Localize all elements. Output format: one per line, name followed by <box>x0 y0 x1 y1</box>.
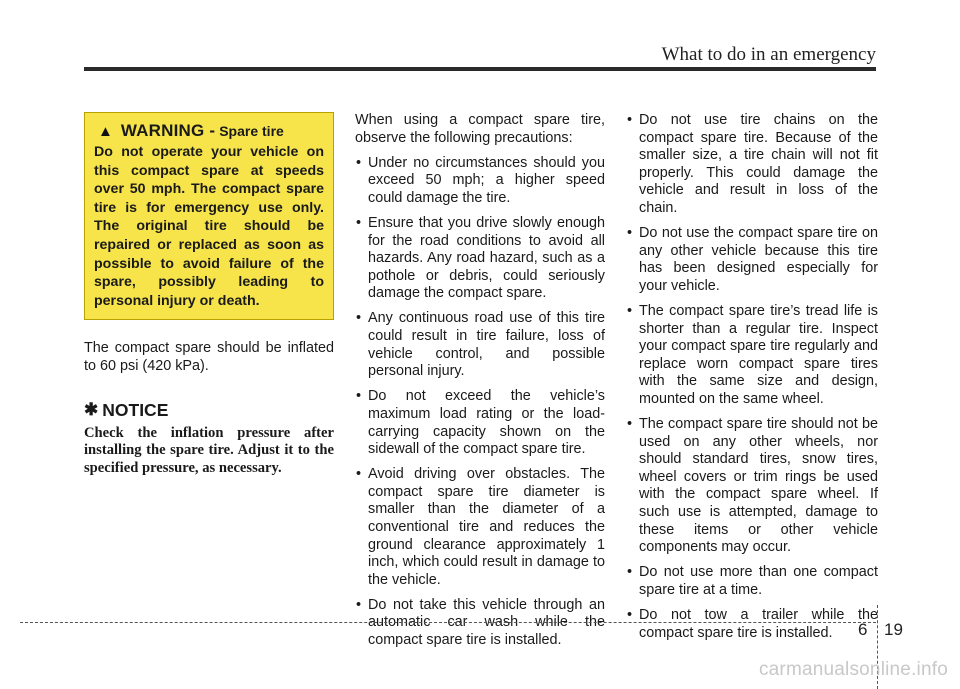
page-number: 19 <box>884 620 903 639</box>
notice-text: Check the inflation pressure after installing the spare tire. Adjust it to the specified pressure, as necessary. <box>84 424 334 476</box>
warning-heading <box>98 121 324 141</box>
list-item: • Do not tow a trailer while the compact spare tire is installed. <box>626 607 878 642</box>
list-item: • Do not use more than one compact spare tire at a time. <box>626 564 878 599</box>
column-right <box>626 112 878 642</box>
warning-box <box>84 112 334 320</box>
column-middle <box>355 112 605 650</box>
watermark: carmanualsonline.info <box>758 659 948 680</box>
warning-subtitle: Spare tire <box>219 123 284 139</box>
list-item: • Do not take this vehicle through an automatic car wash while the compact spare tire is installed. <box>355 597 605 650</box>
inflation-paragraph: The compact spare should be inflated to 60 psi (420 kPa). <box>84 340 334 374</box>
column-left <box>84 112 334 477</box>
header-rule <box>84 67 876 71</box>
notice-heading <box>84 400 334 421</box>
precautions-list-right <box>626 112 878 642</box>
warning-text: Do not operate your vehicle on this compact spare at speeds over 50 mph. The compact spare tire is for emergency use only. The original tire should be repaired or replaced as soon as possible to avoid failure of the spare, possibly leading to personal injury or death. <box>94 144 324 309</box>
warning-title: WARNING - <box>120 121 216 140</box>
list-item: • The compact spare tire should not be used on any other wheels, nor should standard tires, snow tires, wheel covers or trim rings be used with the compact spare wheel. If such use is attempted, damage to these items or other vehicle components may occur. <box>626 416 878 557</box>
notice-title: NOTICE <box>102 399 169 420</box>
list-item: • Under no circumstances should you exceed 50 mph; a higher speed could damage the tire. <box>355 155 605 208</box>
precautions-intro: When using a compact spare tire, observe the following precautions: <box>355 112 605 146</box>
list-item: • Do not use tire chains on the compact spare tire. Because of the smaller size, a tire chain will not fit properly. This could damage the vehicle and result in loss of the chain. <box>626 112 878 218</box>
list-item: • The compact spare tire’s tread life is shorter than a regular tire. Inspect your compact spare tire regularly and replace worn compact spare tires with the same size and design, mounted on the same wheel. <box>626 303 878 409</box>
list-item: • Do not exceed the vehicle’s maximum load rating or the load-carrying capacity shown on the sidewall of the compact spare tire. <box>355 388 605 458</box>
page-header-title: What to do in an emergency <box>661 44 876 65</box>
list-item: • Any continuous road use of this tire could result in tire failure, loss of vehicle control, and possible personal injury. <box>355 310 605 380</box>
list-item: • Avoid driving over obstacles. The compact spare tire diameter is smaller than the diameter of a conventional tire and reduces the ground clearance approximately 1 inch, which could result in damage to the vehicle. <box>355 466 605 589</box>
notice-star-icon: ✱ <box>84 400 99 420</box>
precautions-list-middle <box>355 155 605 650</box>
warning-triangle-icon: ▲ <box>98 123 113 140</box>
list-item: • Ensure that you drive slowly enough for the road conditions to avoid all hazards. Any road hazard, such as a pothole or debris, could seriously damage the compact spare. <box>355 215 605 303</box>
footer-rule <box>20 622 876 623</box>
list-item: • Do not use the compact spare tire on any other vehicle because this tire has been designed especially for your vehicle. <box>626 225 878 295</box>
chapter-number: 6 <box>858 620 868 639</box>
